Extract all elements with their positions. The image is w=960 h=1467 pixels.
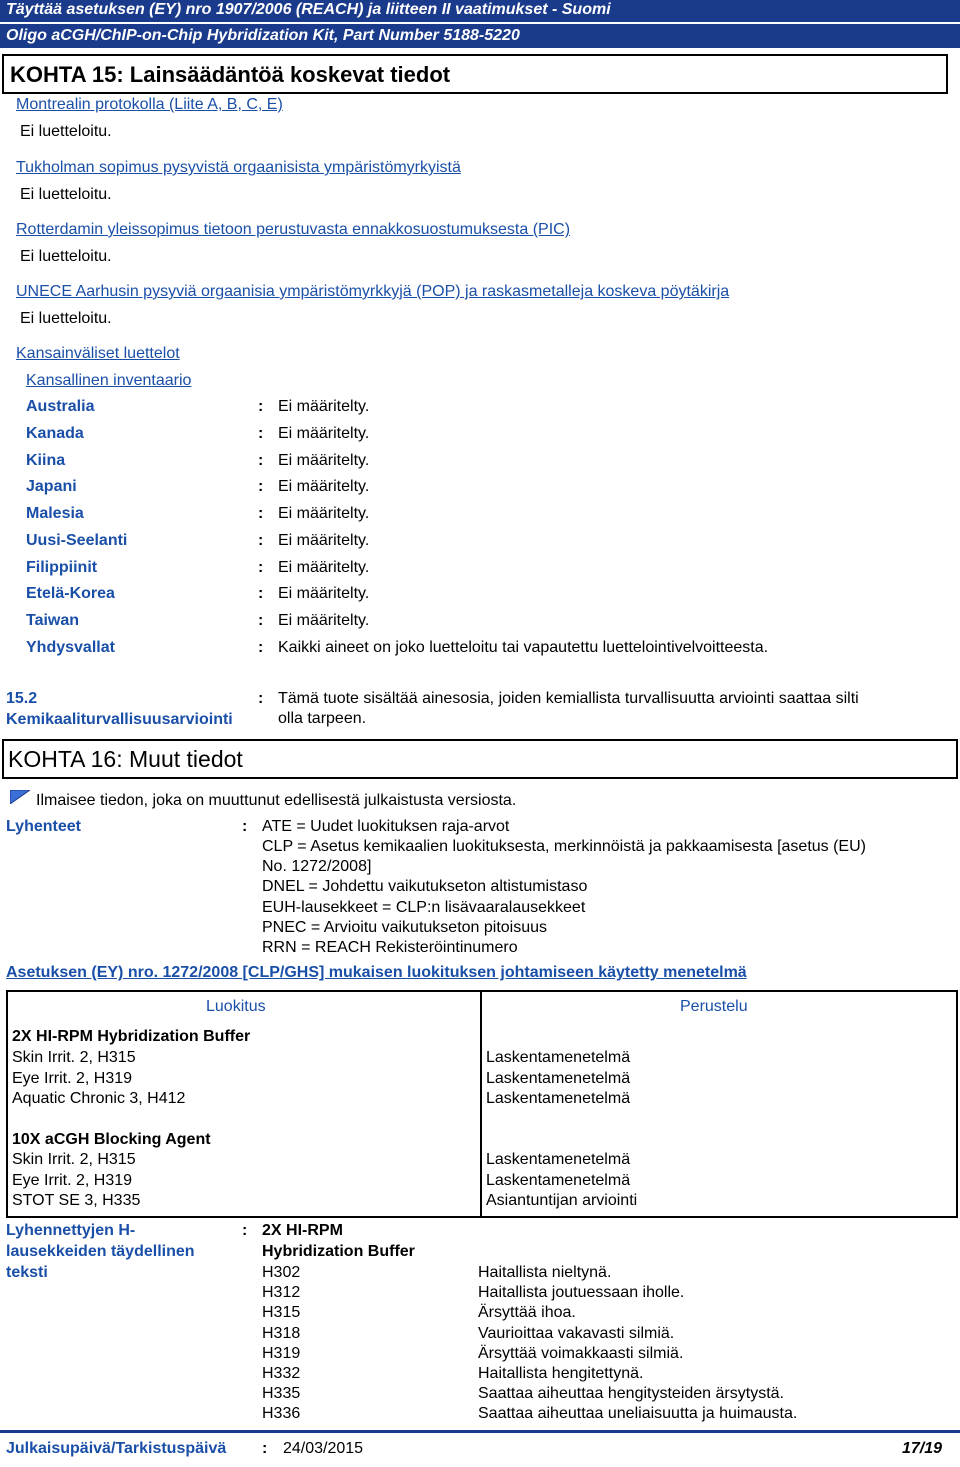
inventory-colon: : bbox=[258, 612, 264, 629]
abbreviations-label: Lyhenteet bbox=[6, 818, 81, 835]
footer-label: Julkaisupäivä/Tarkistuspäivä bbox=[6, 1440, 227, 1457]
csa-value-line-2: olla tarpeen. bbox=[278, 710, 367, 727]
inventory-country: Kanada bbox=[26, 425, 84, 442]
inventory-value: Ei määritelty. bbox=[278, 559, 370, 576]
unece-heading: UNECE Aarhusin pysyviä orgaanisia ympäristömyrkkyjä (POP) ja raskasmetalleja koskeva pöytäkirja bbox=[16, 283, 730, 300]
csa-number: 15.2 bbox=[6, 690, 38, 707]
classification-cell: Aquatic Chronic 3, H412 bbox=[12, 1090, 186, 1107]
hphrase-label-line-3: teksti bbox=[6, 1264, 48, 1281]
section-15-title: KOHTA 15: Lainsäädäntöä koskevat tiedot bbox=[10, 62, 451, 87]
national-inventory-heading: Kansallinen inventaario bbox=[26, 372, 192, 389]
inventory-row-etela-korea bbox=[26, 585, 946, 607]
hphrase-text: Saattaa aiheuttaa hengitysteiden ärsytystä. bbox=[478, 1385, 784, 1402]
change-note: Ilmaisee tiedon, joka on muuttunut edellisestä julkaistusta versiosta. bbox=[36, 792, 517, 809]
rotterdam-value: Ei luetteloitu. bbox=[20, 248, 112, 265]
stockholm-heading: Tukholman sopimus pysyvistä orgaanisista ympäristömyrkyistä bbox=[16, 159, 461, 176]
section-16-title-box bbox=[2, 739, 958, 779]
hphrase-code: H312 bbox=[262, 1284, 301, 1301]
hphrase-code: H335 bbox=[262, 1385, 301, 1402]
abbreviation-item: RRN = REACH Rekisteröintinumero bbox=[262, 939, 518, 956]
inventory-value: Ei määritelty. bbox=[278, 425, 370, 442]
inventory-colon: : bbox=[258, 452, 264, 469]
inventory-value: Ei määritelty. bbox=[278, 612, 370, 629]
hphrase-text: Haitallista joutuessaan iholle. bbox=[478, 1284, 685, 1301]
hphrase-code: H318 bbox=[262, 1325, 301, 1342]
method-heading: Asetuksen (EY) nro. 1272/2008 [CLP/GHS] mukaisen luokituksen johtamiseen käytetty menetelmä bbox=[6, 964, 747, 981]
inventory-value: Kaikki aineet on joko luetteloitu tai vapautettu luettelointivelvoitteesta. bbox=[278, 639, 769, 656]
justification-cell: Laskentamenetelmä bbox=[486, 1090, 631, 1107]
product-name: 2X HI-RPM Hybridization Buffer bbox=[12, 1028, 251, 1045]
abbreviation-item: EUH-lausekkeet = CLP:n lisävaaralausekkeet bbox=[262, 899, 586, 916]
inventory-value: Ei määritelty. bbox=[278, 585, 370, 602]
inventory-row-japani bbox=[26, 478, 946, 500]
column-header-luokitus: Luokitus bbox=[206, 998, 266, 1015]
csa-colon: : bbox=[258, 690, 264, 707]
hphrase-label-line-2: lausekkeiden täydellinen bbox=[6, 1243, 195, 1260]
stockholm-value: Ei luetteloitu. bbox=[20, 186, 112, 203]
abbreviation-item: ATE = Uudet luokituksen raja-arvot bbox=[262, 818, 510, 835]
inventory-row-australia bbox=[26, 398, 946, 420]
inventory-country: Australia bbox=[26, 398, 95, 415]
section-15-title-box bbox=[2, 54, 948, 94]
inventory-colon: : bbox=[258, 532, 264, 549]
column-header-perustelu: Perustelu bbox=[680, 998, 748, 1015]
hphrase-product-line-2: Hybridization Buffer bbox=[262, 1243, 415, 1260]
inventory-country: Taiwan bbox=[26, 612, 80, 629]
section-16-title: KOHTA 16: Muut tiedot bbox=[8, 746, 243, 772]
change-flag-icon bbox=[10, 790, 30, 804]
classification-cell: Eye Irrit. 2, H319 bbox=[12, 1172, 133, 1189]
classification-cell: Skin Irrit. 2, H315 bbox=[12, 1151, 136, 1168]
inventory-country: Etelä-Korea bbox=[26, 585, 115, 602]
footer-colon: : bbox=[262, 1440, 268, 1457]
inventory-colon: : bbox=[258, 425, 264, 442]
justification-column bbox=[481, 991, 957, 1217]
hphrase-text: Saattaa aiheuttaa uneliaisuutta ja huimausta. bbox=[478, 1405, 798, 1422]
hphrase-code: H315 bbox=[262, 1304, 301, 1321]
classification-cell: STOT SE 3, H335 bbox=[12, 1192, 141, 1209]
document-header bbox=[0, 0, 960, 22]
justification-cell: Laskentamenetelmä bbox=[486, 1070, 631, 1087]
inventory-colon: : bbox=[258, 398, 264, 415]
hphrase-label-line-1: Lyhennettyjen H- bbox=[6, 1222, 136, 1239]
inventory-country: Japani bbox=[26, 478, 77, 495]
inventory-country: Uusi-Seelanti bbox=[26, 532, 128, 549]
inventory-colon: : bbox=[258, 505, 264, 522]
hphrase-text: Ärsyttää ihoa. bbox=[478, 1304, 576, 1321]
footer-rule bbox=[0, 1430, 960, 1433]
international-lists-heading: Kansainväliset luettelot bbox=[16, 345, 180, 362]
abbreviation-item: CLP = Asetus kemikaalien luokituksesta, merkinnöistä ja pakkaamisesta [asetus (EU) bbox=[262, 838, 866, 855]
inventory-row-malesia bbox=[26, 505, 946, 527]
footer-date: 24/03/2015 bbox=[283, 1440, 364, 1457]
inventory-country: Yhdysvallat bbox=[26, 639, 115, 656]
header-line-1: Täyttää asetuksen (EY) nro 1907/2006 (REACH) ja liitteen II vaatimukset - Suomi bbox=[6, 1, 611, 18]
inventory-colon: : bbox=[258, 639, 264, 656]
rotterdam-heading: Rotterdamin yleissopimus tietoon perustuvasta ennakkosuostumuksesta (PIC) bbox=[16, 221, 571, 238]
inventory-colon: : bbox=[258, 478, 264, 495]
inventory-country: Malesia bbox=[26, 505, 84, 522]
inventory-colon: : bbox=[258, 559, 264, 576]
hphrase-product-line-1: 2X HI-RPM bbox=[262, 1222, 343, 1239]
classification-column bbox=[7, 991, 481, 1217]
justification-cell: Asiantuntijan arviointi bbox=[486, 1192, 638, 1209]
inventory-row-yhdysvallat bbox=[26, 639, 946, 661]
hphrase-text: Ärsyttää voimakkaasti silmiä. bbox=[478, 1345, 684, 1362]
inventory-colon: : bbox=[258, 585, 264, 602]
inventory-value: Ei määritelty. bbox=[278, 398, 370, 415]
hphrase-code: H302 bbox=[262, 1264, 301, 1281]
hphrase-colon: : bbox=[242, 1222, 248, 1239]
classification-cell: Eye Irrit. 2, H319 bbox=[12, 1070, 133, 1087]
inventory-value: Ei määritelty. bbox=[278, 505, 370, 522]
inventory-row-kiina bbox=[26, 452, 946, 474]
abbreviation-item: No. 1272/2008] bbox=[262, 858, 372, 875]
inventory-row-uusi-seelanti bbox=[26, 532, 946, 554]
product-header bbox=[0, 24, 960, 48]
justification-cell: Laskentamenetelmä bbox=[486, 1172, 631, 1189]
hphrase-text: Haitallista hengitettynä. bbox=[478, 1365, 644, 1382]
justification-cell: Laskentamenetelmä bbox=[486, 1151, 631, 1168]
inventory-row-filippiinit bbox=[26, 559, 946, 581]
abbreviation-item: PNEC = Arvioitu vaikutukseton pitoisuus bbox=[262, 919, 548, 936]
abbreviation-item: DNEL = Johdettu vaikutukseton altistumistaso bbox=[262, 878, 588, 895]
inventory-country: Kiina bbox=[26, 452, 66, 469]
unece-value: Ei luetteloitu. bbox=[20, 310, 112, 327]
header-line-2: Oligo aCGH/ChIP-on-Chip Hybridization Kit, Part Number 5188-5220 bbox=[6, 27, 520, 44]
montreal-heading: Montrealin protokolla (Liite A, B, C, E) bbox=[16, 96, 283, 113]
page-number: 17/19 bbox=[902, 1440, 943, 1457]
csa-label: Kemikaaliturvallisuusarviointi bbox=[6, 711, 233, 728]
hphrase-text: Haitallista nieltynä. bbox=[478, 1264, 612, 1281]
inventory-value: Ei määritelty. bbox=[278, 532, 370, 549]
hphrase-text: Vaurioittaa vakavasti silmiä. bbox=[478, 1325, 675, 1342]
inventory-value: Ei määritelty. bbox=[278, 452, 370, 469]
classification-cell: Skin Irrit. 2, H315 bbox=[12, 1049, 136, 1066]
inventory-value: Ei määritelty. bbox=[278, 478, 370, 495]
hphrase-code: H332 bbox=[262, 1365, 301, 1382]
justification-cell: Laskentamenetelmä bbox=[486, 1049, 631, 1066]
classification-table bbox=[6, 990, 958, 1218]
hphrase-code: H336 bbox=[262, 1405, 301, 1422]
hphrase-code: H319 bbox=[262, 1345, 301, 1362]
csa-value-line-1: Tämä tuote sisältää ainesosia, joiden kemiallista turvallisuutta arviointi saattaa silti bbox=[278, 690, 859, 707]
inventory-country: Filippiinit bbox=[26, 559, 98, 576]
abbreviations-colon: : bbox=[242, 818, 248, 835]
product-name: 10X aCGH Blocking Agent bbox=[12, 1131, 211, 1148]
inventory-row-taiwan bbox=[26, 612, 946, 634]
inventory-row-kanada bbox=[26, 425, 946, 447]
montreal-value: Ei luetteloitu. bbox=[20, 123, 112, 140]
